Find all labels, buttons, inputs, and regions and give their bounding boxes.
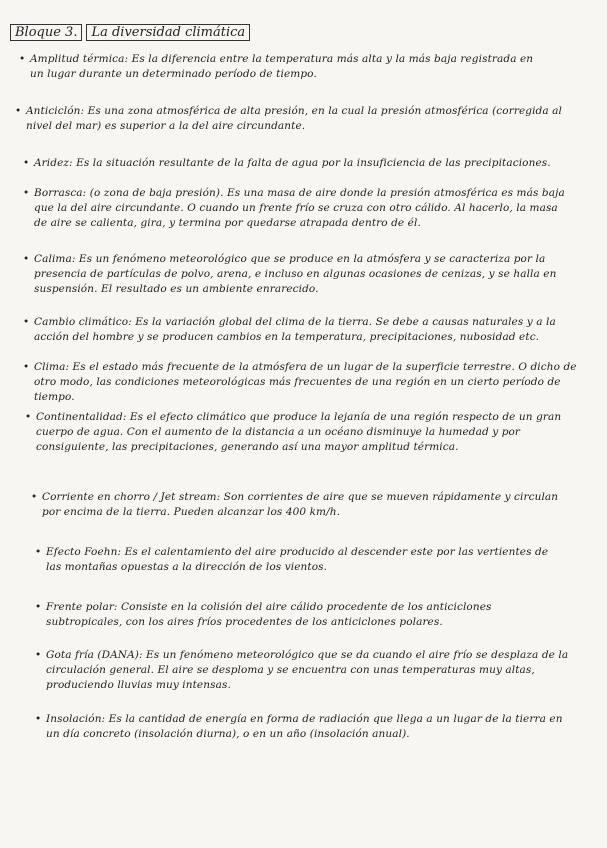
entry-corriente-en-chorro bbox=[31, 490, 567, 520]
term-label: Efecto Foehn: bbox=[46, 546, 125, 558]
term-label: Clima: bbox=[34, 361, 73, 373]
definition-text: Es un fenómeno meteorológico que se da cuando el aire frío se desplaza de la circulación general. El aire se desploma y se encuentra con unas temperaturas muy altas, produciendo lluvias muy intensas. bbox=[46, 649, 569, 691]
entry-cambio-climatico bbox=[23, 315, 584, 345]
bullet-icon: • bbox=[31, 491, 38, 503]
term-label: Amplitud térmica: bbox=[30, 53, 132, 65]
definition-text: Es una zona atmosférica de alta presión, en la cual la presión atmosférica (corregida al nivel del mar) es superior a la del aire circundante. bbox=[26, 105, 562, 132]
definition-text: Son corrientes de aire que se mueven rápidamente y circulan por encima de la tierra. Pueden alcanzar los 400 km/h. bbox=[42, 491, 559, 518]
definition-text: Consiste en la colisión del aire cálido procedente de los anticiclones subtropicales, con los aires fríos procedentes de los anticiclones polares. bbox=[46, 601, 492, 628]
entry-frente-polar bbox=[35, 600, 571, 630]
entry-gota-fria bbox=[35, 648, 571, 693]
entry-aridez bbox=[23, 156, 569, 171]
term-label: Aridez: bbox=[34, 157, 77, 169]
entry-borrasca bbox=[23, 186, 569, 231]
bullet-icon: • bbox=[19, 53, 26, 65]
definition-text: Es un fenómeno meteorológico que se produce en la atmósfera y se caracteriza por la presencia de partículas de polvo, arena, e incluso en algunas ocasiones de cenizas, y se halla en suspensión. El resultado es un ambiente enrarecido. bbox=[34, 253, 557, 295]
term-label: Gota fría (DANA): bbox=[46, 649, 147, 661]
bullet-icon: • bbox=[25, 411, 32, 423]
definition-text: Es el estado más frecuente de la atmósfera de un lugar de la superficie terrestre. O dicho de otro modo, las condiciones meteorológicas más frecuentes de una región en un cierto período de tiempo. bbox=[34, 361, 577, 403]
bullet-icon: • bbox=[23, 157, 30, 169]
page-title: La diversidad climática bbox=[86, 24, 250, 41]
term-label: Continentalidad: bbox=[36, 411, 130, 423]
entry-efecto-foehn bbox=[35, 545, 556, 575]
bullet-icon: • bbox=[35, 713, 42, 725]
definition-text: Es la variación global del clima de la tierra. Se debe a causas naturales y a la acción del hombre y se producen cambios en la temperatura, precipitaciones, nubosidad etc. bbox=[34, 316, 556, 343]
page-header bbox=[10, 24, 250, 41]
entry-anticiclon bbox=[15, 104, 566, 134]
definition-text: Es la situación resultante de la falta de agua por la insuficiencia de las precipitaciones. bbox=[76, 157, 551, 169]
bloque-label: Bloque 3. bbox=[10, 24, 82, 41]
definition-text: Es el calentamiento del aire producido al descender este por las vertientes de las montañas opuestas a la dirección de los vientos. bbox=[46, 546, 549, 573]
entry-amplitud-termica bbox=[19, 52, 545, 82]
bullet-icon: • bbox=[35, 649, 42, 661]
bullet-icon: • bbox=[35, 546, 42, 558]
entry-insolacion bbox=[35, 712, 571, 742]
bullet-icon: • bbox=[15, 105, 22, 117]
definition-text: Es la cantidad de energía en forma de radiación que llega a un lugar de la tierra en un día concreto (insolación diurna), o en un año (insolación anual). bbox=[46, 713, 563, 740]
entry-continentalidad bbox=[25, 410, 566, 455]
definition-text: (o zona de baja presión). Es una masa de aire donde la presión atmosférica es más baja que la del aire circundante. O cuando un frente frío se cruza con otro cálido. Al hacerlo, la masa de aire se calienta, gira, y termina por quedarse atrapada dentro de él. bbox=[34, 187, 565, 229]
bullet-icon: • bbox=[35, 601, 42, 613]
term-label: Anticiclón: bbox=[26, 105, 88, 117]
term-label: Borrasca: bbox=[34, 187, 90, 199]
definition-text: Es el efecto climático que produce la lejanía de una región respecto de un gran cuerpo de agua. Con el aumento de la distancia a un océano disminuye la humedad y por consiguiente, las precipitaciones, generando así una mayor amplitud térmica. bbox=[36, 411, 562, 453]
bullet-icon: • bbox=[23, 361, 30, 373]
term-label: Calima: bbox=[34, 253, 79, 265]
term-label: Insolación: bbox=[46, 713, 109, 725]
term-label: Frente polar: bbox=[46, 601, 122, 613]
bullet-icon: • bbox=[23, 253, 30, 265]
bullet-icon: • bbox=[23, 187, 30, 199]
term-label: Cambio climático: bbox=[34, 316, 136, 328]
bullet-icon: • bbox=[23, 316, 30, 328]
term-label: Corriente en chorro / Jet stream: bbox=[42, 491, 224, 503]
definition-text: Es la diferencia entre la temperatura más alta y la más baja registrada en un lugar durante un determinado período de tiempo. bbox=[30, 53, 534, 80]
entry-calima bbox=[23, 252, 569, 297]
entry-clima bbox=[23, 360, 579, 405]
